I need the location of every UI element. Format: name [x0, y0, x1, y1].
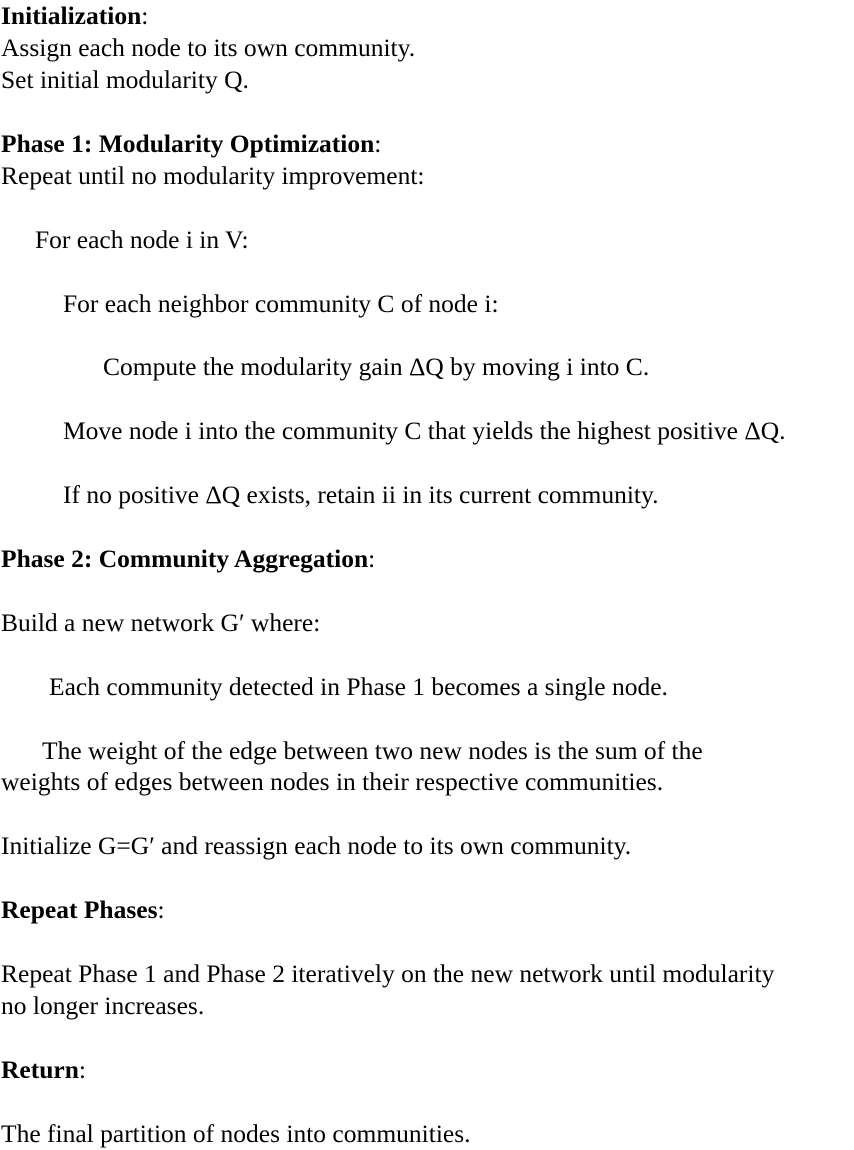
- repeat-phases-heading-line: [1, 894, 165, 926]
- phase1-move-node: Move node i into the community C that yields the highest positive ΔQ.: [63, 416, 786, 445]
- repeat-phases-line-2: no longer increases.: [1, 991, 205, 1020]
- phase1-repeat: Repeat until no modularity improvement:: [1, 161, 425, 190]
- return-heading-line: [1, 1054, 86, 1086]
- init-step-assign: Assign each node to its own community.: [1, 33, 416, 62]
- phase2-heading: Phase 2: Community Aggregation: [1, 544, 369, 573]
- phase2-colon: :: [368, 544, 376, 573]
- return-colon: :: [78, 1055, 87, 1084]
- phase2-initialize: Initialize G=G′ and reassign each node to its own community.: [1, 831, 632, 860]
- phase2-weight-line-1: The weight of the edge between two new nodes is the sum of the: [42, 736, 703, 765]
- repeat-phases-line-1: Repeat Phase 1 and Phase 2 iteratively on the new network until modularity: [1, 959, 775, 988]
- return-final-partition: The final partition of nodes into communities.: [1, 1119, 471, 1148]
- initialization-colon: :: [141, 1, 149, 30]
- phase2-heading-line: [1, 543, 375, 575]
- phase1-retain-node: If no positive ΔQ exists, retain ii in its current community.: [63, 480, 659, 509]
- repeat-phases-colon: :: [157, 895, 165, 924]
- phase1-for-neighbor: For each neighbor community C of node i:: [63, 289, 499, 318]
- init-step-modularity: Set initial modularity Q.: [1, 65, 249, 94]
- phase1-for-node: For each node i in V:: [35, 225, 249, 254]
- repeat-phases-heading: Repeat Phases: [1, 895, 158, 924]
- initialization-heading: Initialization: [1, 1, 142, 30]
- phase1-colon: :: [374, 129, 382, 158]
- initialization-heading-line: [1, 0, 148, 32]
- phase2-build-network: Build a new network G′ where:: [1, 608, 321, 637]
- phase2-weight-line-2: weights of edges between nodes in their respective communities.: [1, 767, 664, 796]
- phase2-each-community: Each community detected in Phase 1 becomes a single node.: [49, 672, 668, 701]
- phase1-heading-line: [1, 128, 381, 160]
- return-heading: Return: [1, 1055, 79, 1084]
- phase1-heading: Phase 1: Modularity Optimization: [1, 129, 375, 158]
- phase1-compute-gain: Compute the modularity gain ΔQ by moving i into C.: [103, 352, 650, 381]
